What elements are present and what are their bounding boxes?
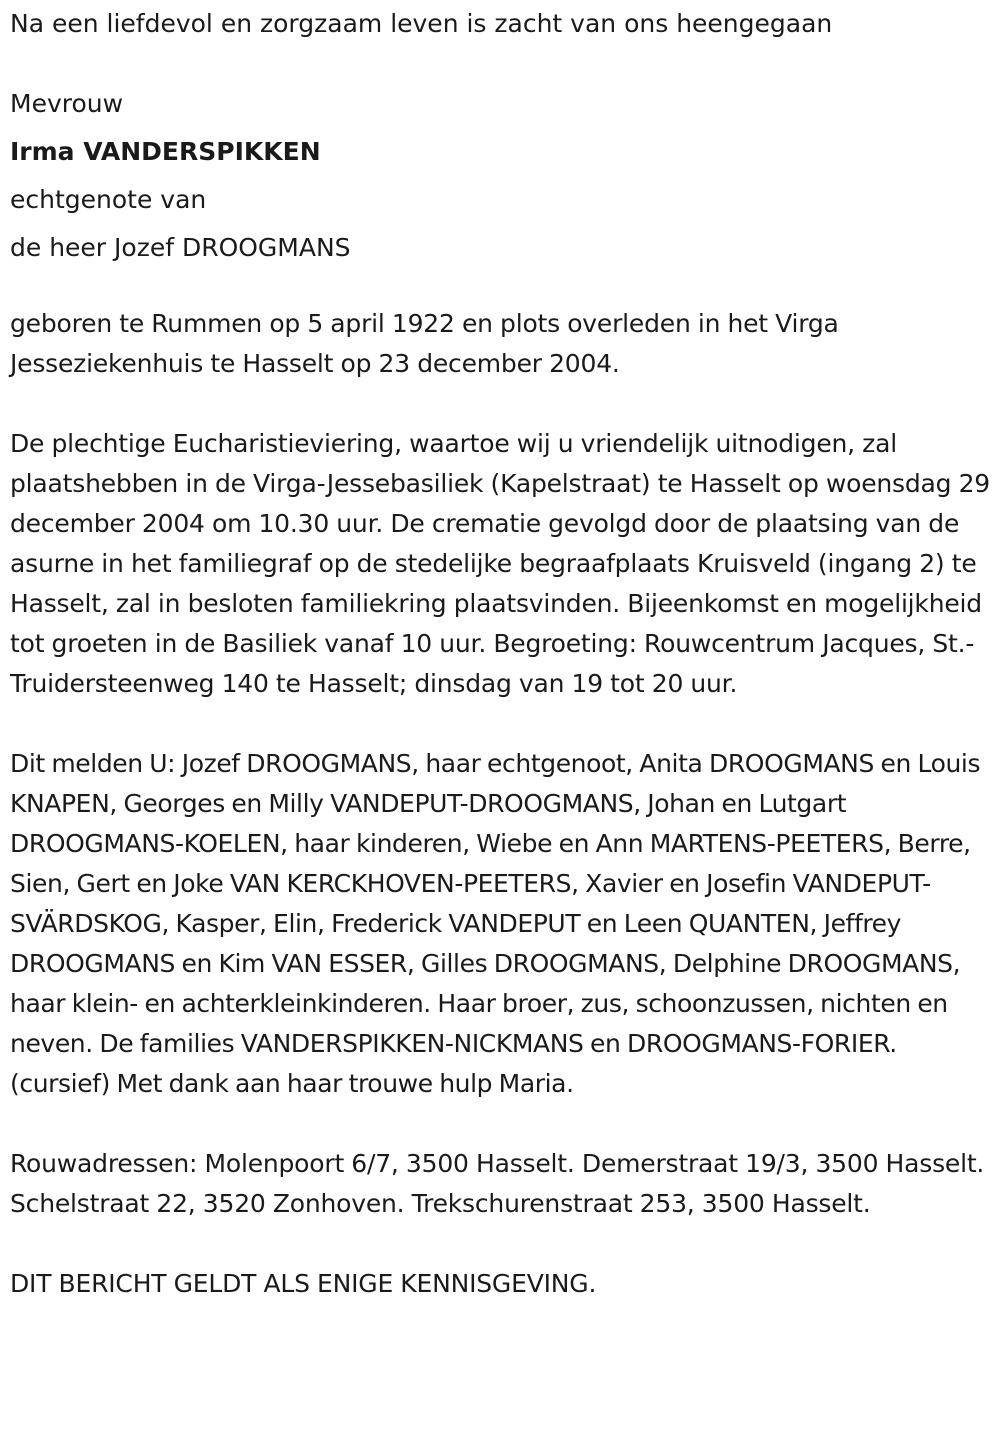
intro-line: Na een liefdevol en zorgzaam leven is zacht van ons heengegaan	[10, 9, 833, 38]
relation-label: echtgenote van	[10, 185, 207, 214]
death-notice	[10, 0, 992, 1304]
spouse-name: de heer Jozef DROOGMANS	[10, 233, 351, 262]
addresses-paragraph: Rouwadressen: Molenpoort 6/7, 3500 Hasselt. Demerstraat 19/3, 3500 Hasselt. Schelstraat 22, 3520 Zonhoven. Trekschurenstraat 253, 3500 Hasselt.	[10, 1149, 985, 1218]
salutation: Mevrouw	[10, 89, 124, 118]
family-paragraph: Dit melden U: Jozef DROOGMANS, haar echtgenoot, Anita DROOGMANS en Louis KNAPEN, Georges en Milly VANDEPUT-DROOGMANS, Johan en Lutgart DROOGMANS-KOELEN, haar kinderen, Wiebe en Ann MARTENS-PEETERS, Berre, Sien, Gert en Joke VAN KERCKHOVEN-PEETERS, Xavier en Josefin VANDEPUT-SVÄRDSKOG, Kasper, Elin, Frederick VANDEPUT en Leen QUANTEN, Jeffrey DROOGMANS en Kim VAN ESSER, Gilles DROOGMANS, Delphine DROOGMANS, haar klein- en achterkleinkinderen. Haar broer, zus, schoonzussen, nichten en neven. De families VANDERSPIKKEN-NICKMANS en DROOGMANS-FORIER. (cursief) Met dank aan haar trouwe hulp Maria.	[10, 749, 981, 1098]
deceased-name: Irma VANDERSPIKKEN	[10, 137, 321, 166]
birth-death-paragraph: geboren te Rummen op 5 april 1922 en plots overleden in het Virga Jesseziekenhuis te Hasselt op 23 december 2004.	[10, 309, 839, 378]
ceremony-paragraph: De plechtige Eucharistieviering, waartoe wij u vriendelijk uitnodigen, zal plaatshebben in de Virga-Jessebasiliek (Kapelstraat) te Hasselt op woensdag 29 december 2004 om 10.30 uur. De crematie gevolgd door de plaatsing van de asurne in het familiegraf op de stedelijke begraafplaats Kruisveld (ingang 2) te Hasselt, zal in besloten familiekring plaatsvinden. Bijeenkomst en mogelijkheid tot groeten in de Basiliek vanaf 10 uur. Begroeting: Rouwcentrum Jacques, St.-Truidersteenweg 140 te Hasselt; dinsdag van 19 tot 20 uur.	[10, 429, 990, 698]
closing-statement: DIT BERICHT GELDT ALS ENIGE KENNISGEVING.	[10, 1269, 597, 1298]
